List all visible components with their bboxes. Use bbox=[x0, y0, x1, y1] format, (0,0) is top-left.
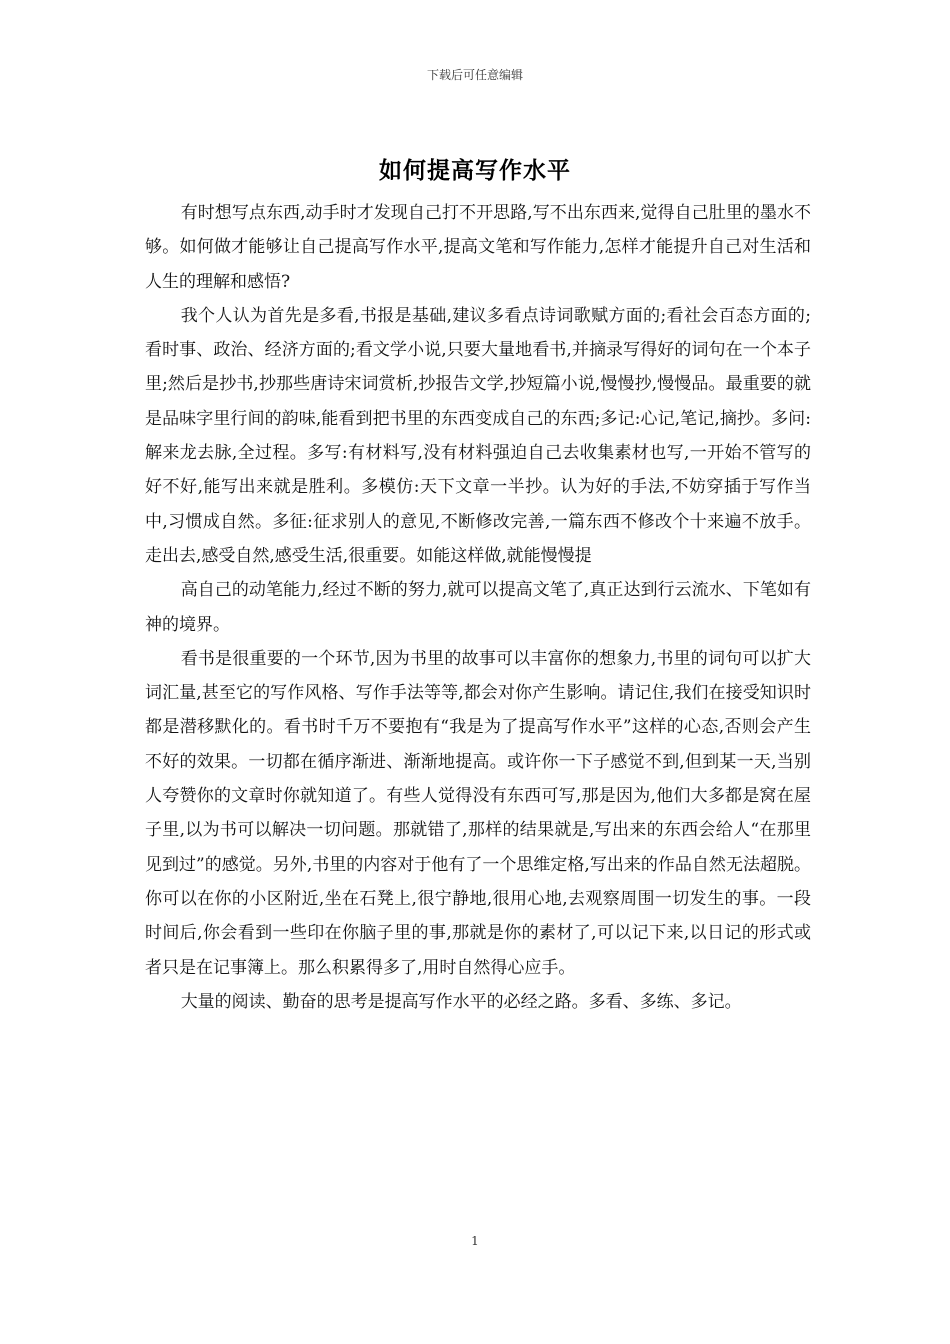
paragraph: 我个人认为首先是多看,书报是基础,建议多看点诗词歌赋方面的;看社会百态方面的;看时事、政治、经济方面的;看文学小说,只要大量地看书,并摘录写得好的词句在一个本子里;然后是抄书,抄那些唐诗宋词赏析,抄报告文学,抄短篇小说,慢慢抄,慢慢品。最重要的就是品味字里行间的韵味,能看到把书里的东西变成自己的东西;多记:心记,笔记,摘抄。多问:解来龙去脉,全过程。多写:有材料写,没有材料强迫自己去收集素材也写,一开始不管写的好不好,能写出来就是胜利。多模仿:天下文章一半抄。认为好的手法,不妨穿插于写作当中,习惯成自然。多征:征求别人的意见,不断修改完善,一篇东西不修改个十来遍不放手。走出去,感受自然,感受生活,很重要。如能这样做,就能慢慢提 bbox=[145, 305, 811, 566]
page-number: 1 bbox=[471, 1234, 479, 1248]
paragraph: 高自己的动笔能力,经过不断的努力,就可以提高文笔了,真正达到行云流水、下笔如有神的境界。 bbox=[145, 580, 811, 635]
paragraph: 看书是很重要的一个环节,因为书里的故事可以丰富你的想象力,书里的词句可以扩大词汇量,甚至它的写作风格、写作手法等等,都会对你产生影响。请记住,我们在接受知识时都是潜移默化的。看书时千万不要抱有“我是为了提高写作水平”这样的心态,否则会产生不好的效果。一切都在循序渐进、渐渐地提高。或许你一下子感觉不到,但到某一天,当别人夸赞你的文章时你就知道了。有些人觉得没有东西可写,那是因为,他们大多都是窝在屋子里,以为书可以解决一切问题。那就错了,那样的结果就是,写出来的东西会给人“在那里见到过”的感觉。另外,书里的内容对于他有了一个思维定格,写出来的作品自然无法超脱。你可以在你的小区附近,坐在石凳上,很宁静地,很用心地,去观察周围一切发生的事。一段时间后,你会看到一些印在你脑子里的事,那就是你的素材了,可以记下来,以日记的形式或者只是在记事簿上。那么积累得多了,用时自然得心应手。 bbox=[145, 648, 811, 978]
document-body bbox=[145, 196, 811, 1019]
page-header: 下载后可任意编辑 bbox=[426, 68, 523, 82]
document-title: 如何提高写作水平 bbox=[379, 157, 571, 184]
paragraph: 大量的阅读、勤奋的思考是提高写作水平的必经之路。多看、多练、多记。 bbox=[180, 991, 742, 1012]
paragraph: 有时想写点东西,动手时才发现自己打不开思路,写不出东西来,觉得自己肚里的墨水不够。如何做才能够让自己提高写作水平,提高文笔和写作能力,怎样才能提升自己对生活和人生的理解和感悟? bbox=[145, 203, 811, 292]
